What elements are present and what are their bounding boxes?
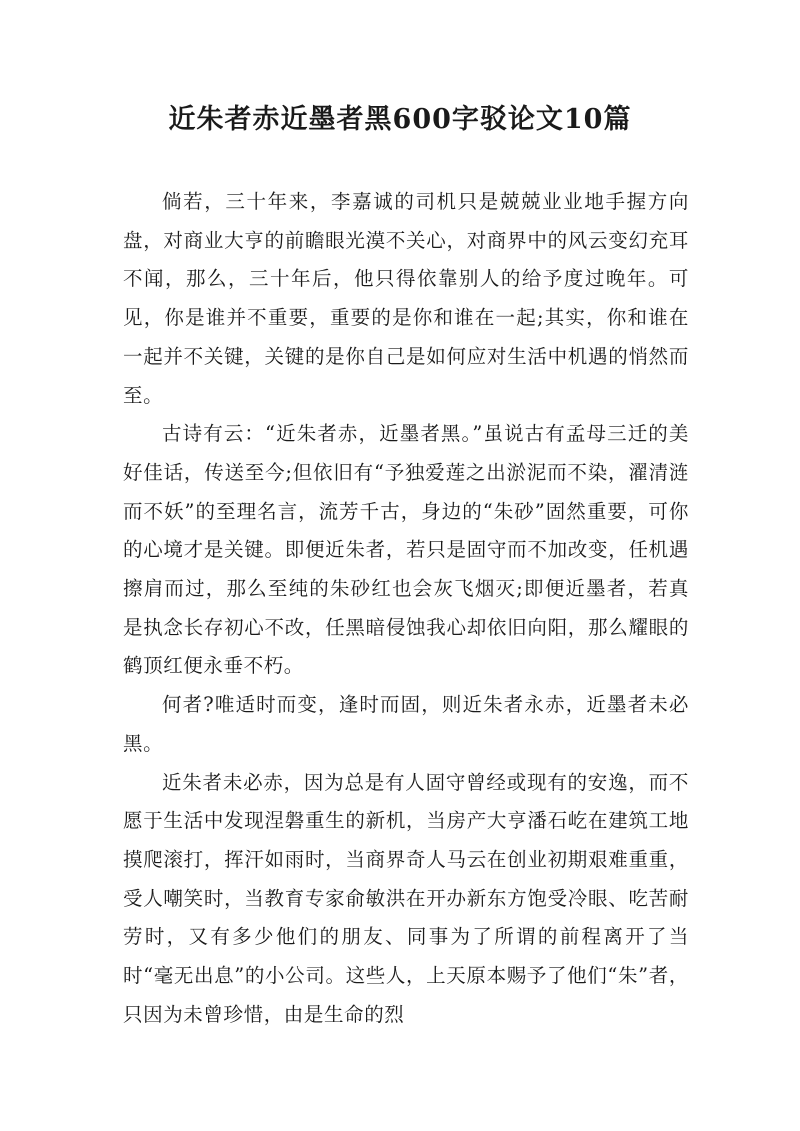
document-title: 近朱者赤近墨者黑600字驳论文10篇 [168, 104, 632, 135]
paragraph-2: 古诗有云：“近朱者赤，近墨者黑。”虽说古有孟母三迁的美好佳话，传送至今;但依旧有“予独爱莲之出淤泥而不染，濯清涟而不妖”的至理名言，流芳千古，身边的“朱砂”固然重要，可你的心境才是关键。即便近朱者，若只是固守而不加改变，任机遇擦肩而过，那么至纯的朱砂红也会灰飞烟灭;即便近墨者，若真是执念长存初心不改，任黑暗侵蚀我心却依旧向阳，那么耀眼的鹤顶红便永垂不朽。 [123, 422, 689, 678]
paragraph-1: 倘若，三十年来，李嘉诚的司机只是兢兢业业地手握方向盘，对商业大亨的前瞻眼光漠不关心，对商界中的风云变幻充耳不闻，那么，三十年后，他只得依靠别人的给予度过晚年。可见，你是谁并不重要，重要的是你和谁在一起;其实，你和谁在一起并不关键，关键的是你自己是如何应对生活中机遇的悄然而至。 [123, 190, 689, 407]
paragraph-4: 近朱者未必赤，因为总是有人固守曾经或现有的安逸，而不愿于生活中发现涅磐重生的新机，当房产大亨潘石屹在建筑工地摸爬滚打，挥汗如雨时，当商界奇人马云在创业初期艰难重重，受人嘲笑时，当教育专家俞敏洪在开办新东方饱受冷眼、吃苦耐劳时，又有多少他们的朋友、同事为了所谓的前程离开了当时“毫无出息”的小公司。这些人，上天原本赐予了他们“朱”者，只因为未曾珍惜，由是生命的烈 [123, 770, 689, 1026]
paragraph-3: 何者?唯适时而变，逢时而固，则近朱者永赤，近墨者未必黑。 [123, 693, 689, 755]
document-body [123, 183, 689, 1034]
